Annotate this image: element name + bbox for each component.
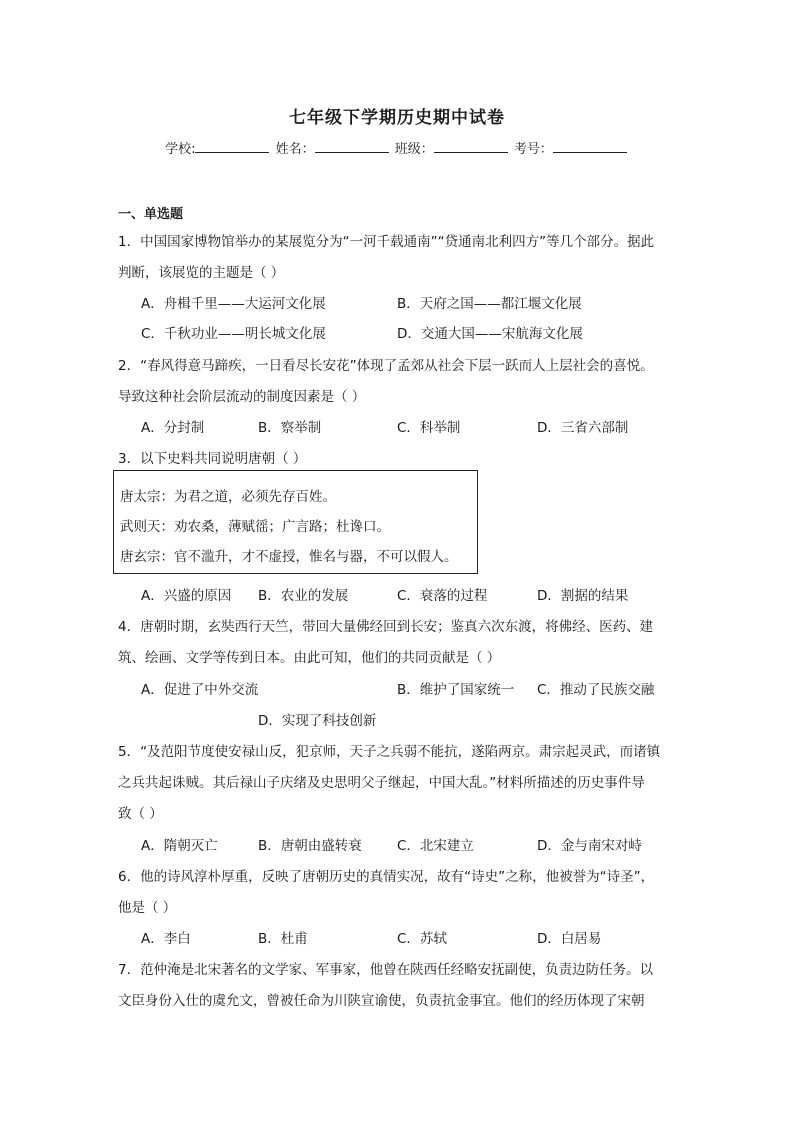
class-blank[interactable] <box>434 140 508 153</box>
q2-stem-line2: 导致这种社会阶层流动的制度因素是（ ） <box>118 389 366 405</box>
q4-stem-line2: 筑、绘画、文学等传到日本。由此可知，他们的共同贡献是（ ） <box>118 650 501 666</box>
q1-stem-line1: 1．中国国家博物馆举办的某展览分为“一河千载通南”“贷通南北利四方”等几个部分。据此 <box>118 234 655 250</box>
q2-option-b[interactable]: B．察举制 <box>258 420 322 436</box>
q5-stem-line2: 之兵共起诛贼。其后禄山子庆绪及史思明父子继起，中国大乱。”材料所描述的历史事件导 <box>118 775 645 791</box>
q3-option-a[interactable]: A．兴盛的原因 <box>141 588 232 604</box>
q6-option-d[interactable]: D．白居易 <box>537 931 602 947</box>
q4-option-c[interactable]: C．推动了民族交融 <box>537 682 655 698</box>
class-label: 班级： <box>394 142 434 157</box>
q2-stem-line1: 2．“春风得意马蹄疾，一日看尽长安花”体现了孟郊从社会下层一跃而人上层社会的喜悦。 <box>118 358 654 374</box>
q1-option-b[interactable]: B．天府之国——都江堰文化展 <box>397 296 582 312</box>
q1-option-a[interactable]: A．舟楫千里——大运河文化展 <box>141 296 326 312</box>
q2-option-c[interactable]: C．科举制 <box>397 420 461 436</box>
q1-option-d[interactable]: D．交通大国——宋航海文化展 <box>397 326 583 342</box>
q5-option-d[interactable]: D．金与南宋对峙 <box>537 838 642 854</box>
school-label: 学校: <box>165 142 196 157</box>
section-title: 一、单选题 <box>118 207 184 222</box>
q7-stem-line1: 7．范仲淹是北宋著名的文学家、军事家，他曾在陕西任经略安抚副使，负责边防任务。以 <box>118 962 654 978</box>
q5-option-c[interactable]: C．北宋建立 <box>397 838 474 854</box>
q5-option-a[interactable]: A．隋朝灭亡 <box>141 838 218 854</box>
q6-stem-line1: 6．他的诗风淳朴厚重，反映了唐朝历史的真情实况，故有“诗史”之称，他被誉为“诗圣”， <box>118 869 655 885</box>
q6-option-b[interactable]: B．杜甫 <box>258 931 308 947</box>
q4-stem-line1: 4．唐朝时期，玄奘西行天竺，带回大量佛经回到长安；鉴真六次东渡，将佛经、医药、建 <box>118 619 654 635</box>
q4-option-d[interactable]: D．实现了科技创新 <box>258 713 377 729</box>
school-blank[interactable] <box>195 140 269 153</box>
q5-stem-line3: 致（ ） <box>118 806 163 822</box>
q6-option-c[interactable]: C．苏轼 <box>397 931 447 947</box>
q3-source-line: 唐玄宗：官不滥升，才不虚授，惟名与器，不可以假人。 <box>120 549 458 565</box>
q5-option-b[interactable]: B．唐朝由盛转衰 <box>258 838 362 854</box>
q3-stem-line1: 3．以下史料共同说明唐朝（ ） <box>118 451 307 467</box>
q2-option-a[interactable]: A．分封制 <box>141 420 205 436</box>
q5-stem-line1: 5．“及范阳节度使安禄山反，犯京师，天子之兵弱不能抗，遂陷两京。肃宗起灵武，而诸镇 <box>118 744 661 760</box>
q4-option-a[interactable]: A．促进了中外交流 <box>141 682 259 698</box>
q3-source-line: 武则天：劝农桑，薄赋徭；广言路；杜谗口。 <box>120 519 390 535</box>
q4-option-b[interactable]: B．维护了国家统一 <box>397 682 515 698</box>
q3-source-box <box>113 470 478 574</box>
student-info-line <box>0 138 794 157</box>
q3-option-b[interactable]: B．农业的发展 <box>258 588 349 604</box>
name-blank[interactable] <box>315 140 389 153</box>
name-label: 姓名： <box>275 142 315 157</box>
q3-option-d[interactable]: D．割据的结果 <box>537 588 629 604</box>
q3-source-line: 唐太宗：为君之道，必须先存百姓。 <box>120 489 336 505</box>
q6-option-a[interactable]: A．李白 <box>141 931 191 947</box>
q2-option-d[interactable]: D．三省六部制 <box>537 420 629 436</box>
q6-stem-line2: 他是（ ） <box>118 900 177 916</box>
number-label: 考号： <box>513 142 553 157</box>
page-title: 七年级下学期历史期中试卷 <box>289 108 505 128</box>
q1-option-c[interactable]: C．千秋功业——明长城文化展 <box>141 326 326 342</box>
number-blank[interactable] <box>553 140 627 153</box>
q1-stem-line2: 判断，该展览的主题是（ ） <box>118 265 285 281</box>
q3-option-c[interactable]: C．衰落的过程 <box>397 588 488 604</box>
q7-stem-line2: 文臣身份入仕的虞允文，曾被任命为川陕宣谕使，负责抗金事宜。他们的经历体现了宋朝 <box>118 993 645 1009</box>
